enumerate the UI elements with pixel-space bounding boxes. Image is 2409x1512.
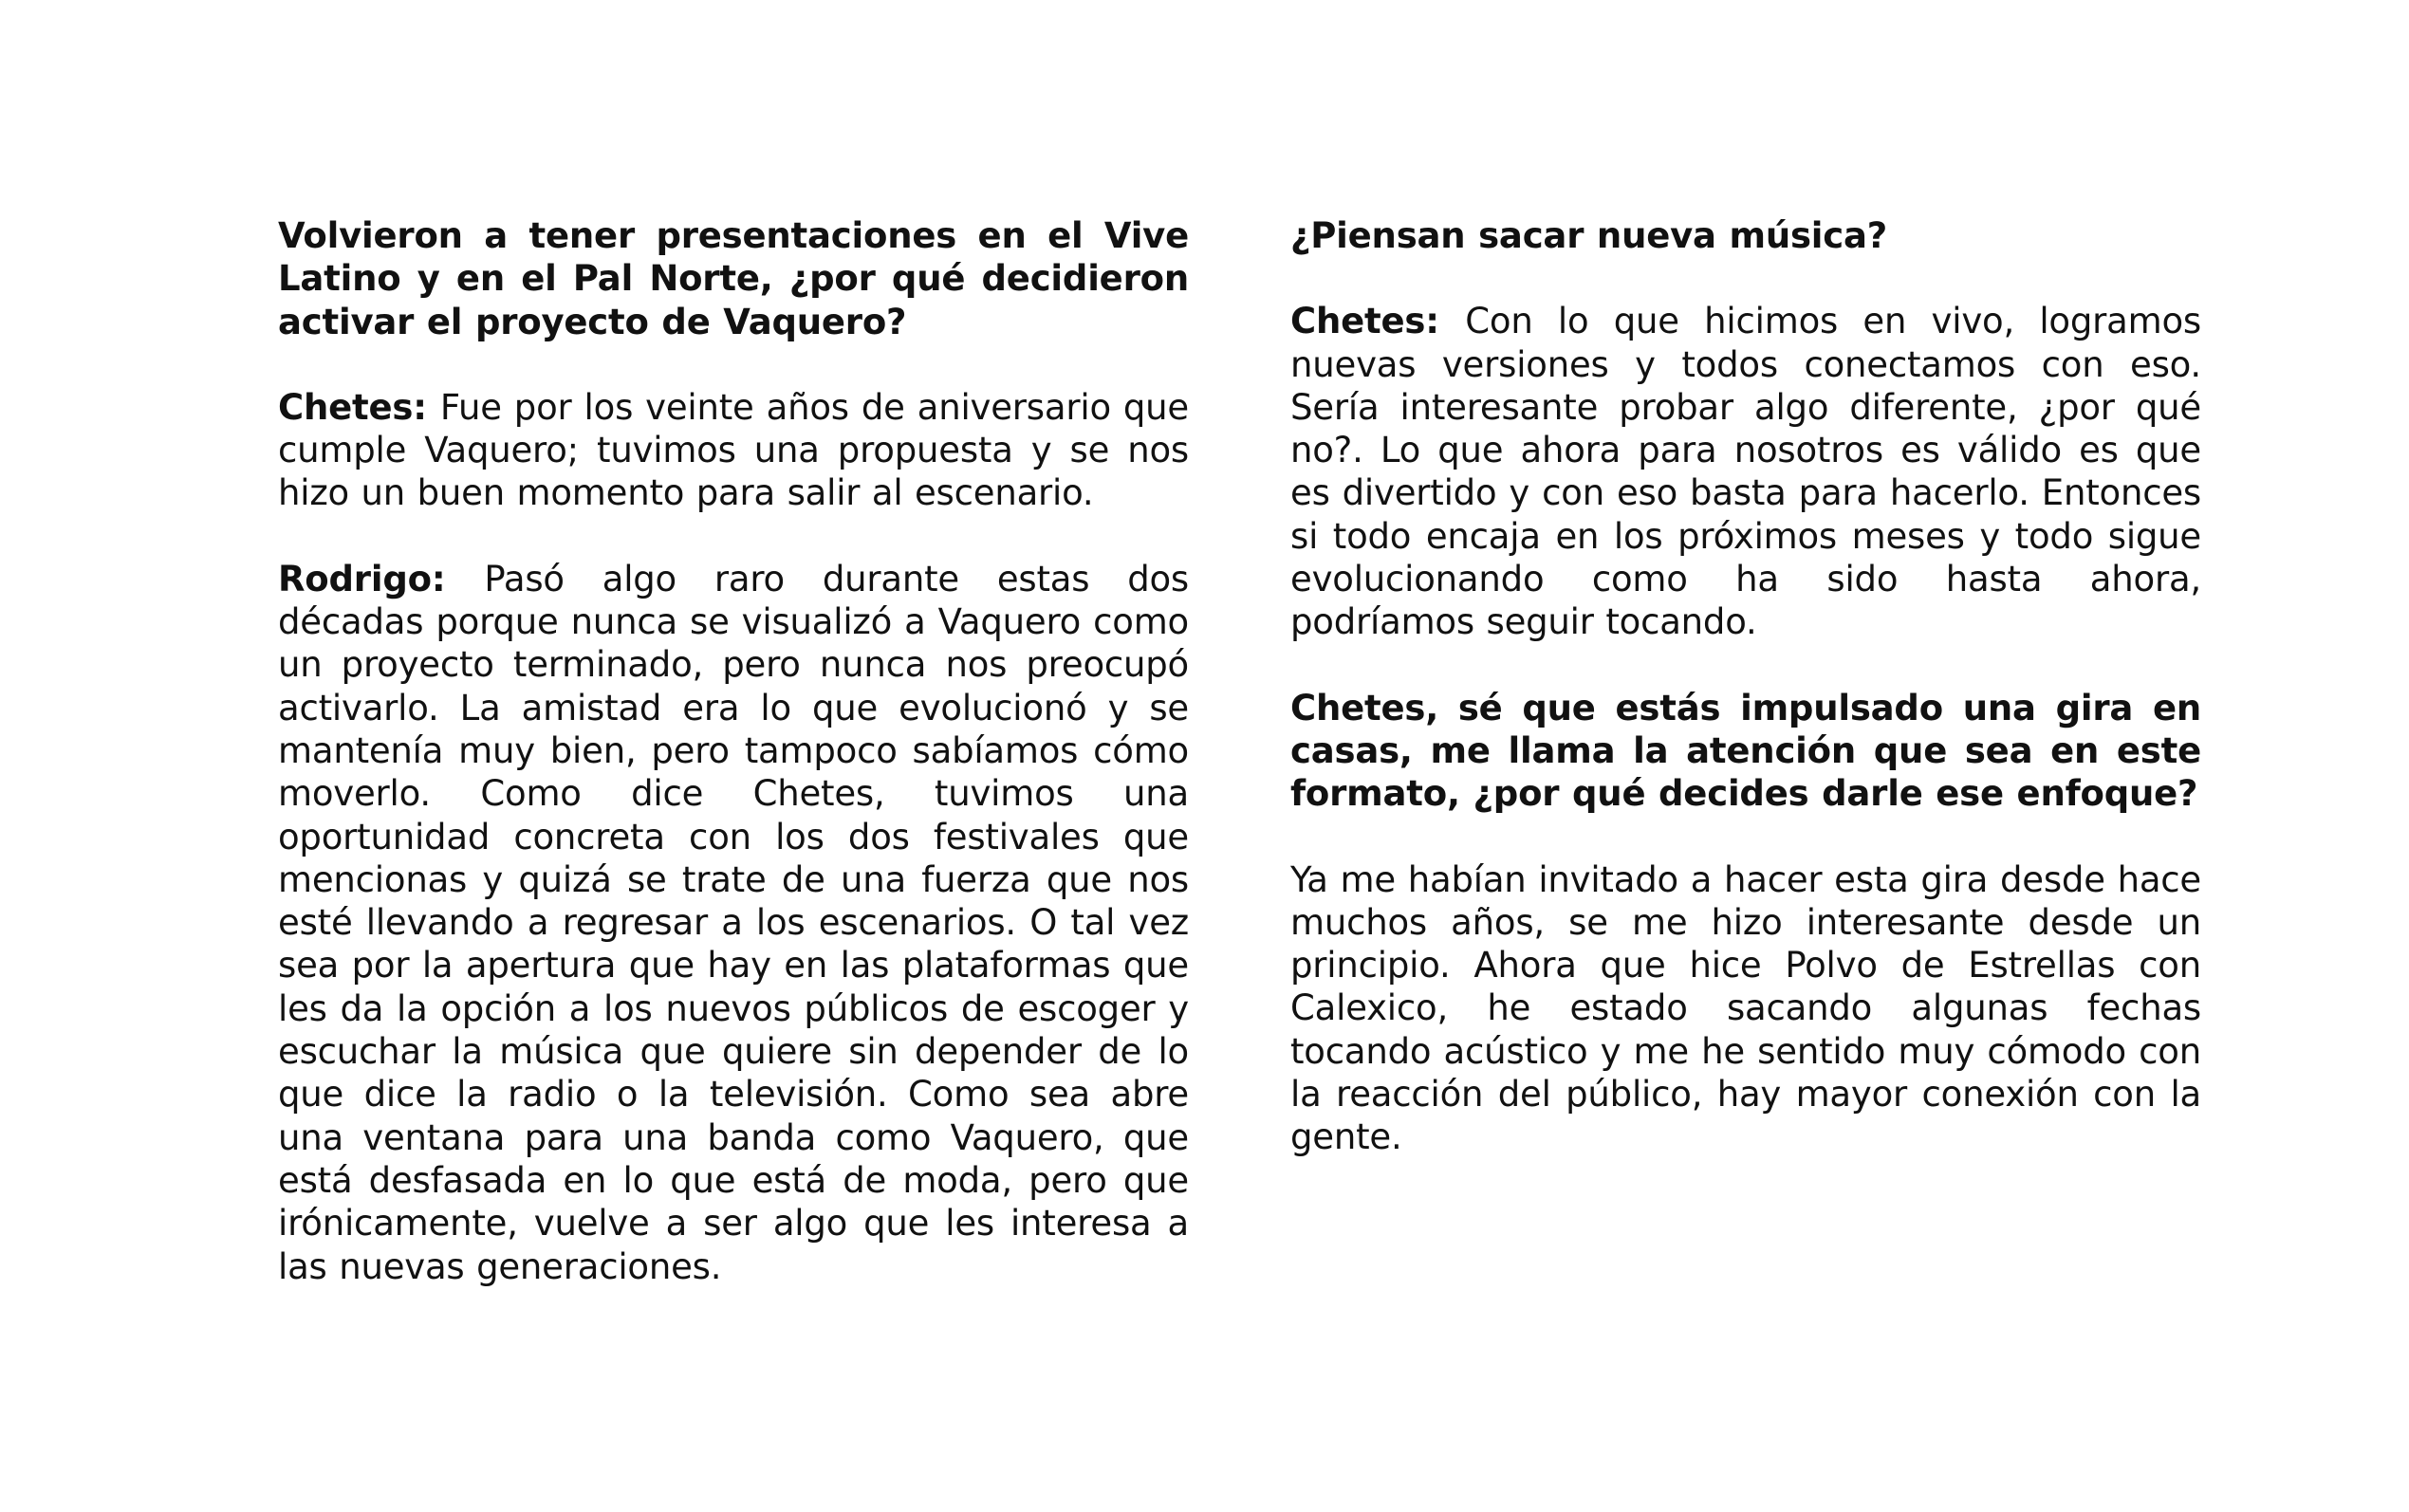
answer-rodrigo-decadas	[278, 558, 1189, 1288]
interview-question-nueva-musica: ¿Piensan sacar nueva música?	[1290, 215, 1888, 256]
answer-text: Con lo que hicimos en vivo, logramos nuevas versiones y todos conectamos con eso. Sería interesante probar algo diferente, ¿por qué no?. Lo que ahora para nosotros es válido es que es divertido y con eso basta para hacerlo. Entonces si todo encaja en los próximos meses y todo sigue evolucionando como ha sido hasta ahora, podríamos seguir tocando.	[1290, 301, 2201, 643]
interview-question-vaquero: Volvieron a tener presentaciones en el Vive Latino y en el Pal Norte, ¿por qué decidieron activar el proyecto de Vaquero?	[278, 215, 1189, 342]
right-column	[1290, 214, 2201, 1202]
answer-text: Pasó algo raro durante estas dos décadas porque nunca se visualizó a Vaquero como un proyecto terminado, pero nunca nos preocupó activarlo. La amistad era lo que evolucionó y se mantenía muy bien, pero tampoco sabíamos cómo moverlo. Como dice Chetes, tuvimos una oportunidad concreta con los dos festivales que mencionas y quizá se trate de una fuerza que nos esté llevando a regresar a los escenarios. O tal vez sea por la apertura que hay en las plataformas que les da la opción a los nuevos públicos de escoger y escuchar la música que quiere sin depender de lo que dice la radio o la televisión. Como sea abre una ventana para una banda como Vaquero, que está desfasada en lo que está de moda, pero que irónicamente, vuelve a ser algo que les interesa a las nuevas generaciones.	[278, 558, 1190, 1287]
answer-chetes-nueva-musica	[1290, 300, 2201, 643]
interview-question-gira-casas: Chetes, sé que estás impulsado una gira en casas, me llama la atención que sea en este formato, ¿por qué decides darle ese enfoque?	[1290, 687, 2201, 815]
answer-chetes-aniversario	[278, 386, 1189, 515]
speaker-label: Chetes:	[1290, 301, 1466, 342]
speaker-label: Rodrigo:	[278, 558, 485, 599]
left-column	[278, 214, 1189, 1331]
answer-text: Fue por los veinte años de aniversario que cumple Vaquero; tuvimos una propuesta y se nos hizo un buen momento para salir al escenario.	[278, 386, 1189, 514]
speaker-label: Chetes:	[278, 386, 440, 428]
answer-gira-casas: Ya me habían invitado a hacer esta gira desde hace muchos años, se me hizo interesante desde un principio. Ahora que hice Polvo de Estrellas con Calexico, he estado sacando algunas fechas tocando acústico y me he sentido muy cómodo con la reacción del público, hay mayor conexión con la gente.	[1290, 858, 2201, 1158]
